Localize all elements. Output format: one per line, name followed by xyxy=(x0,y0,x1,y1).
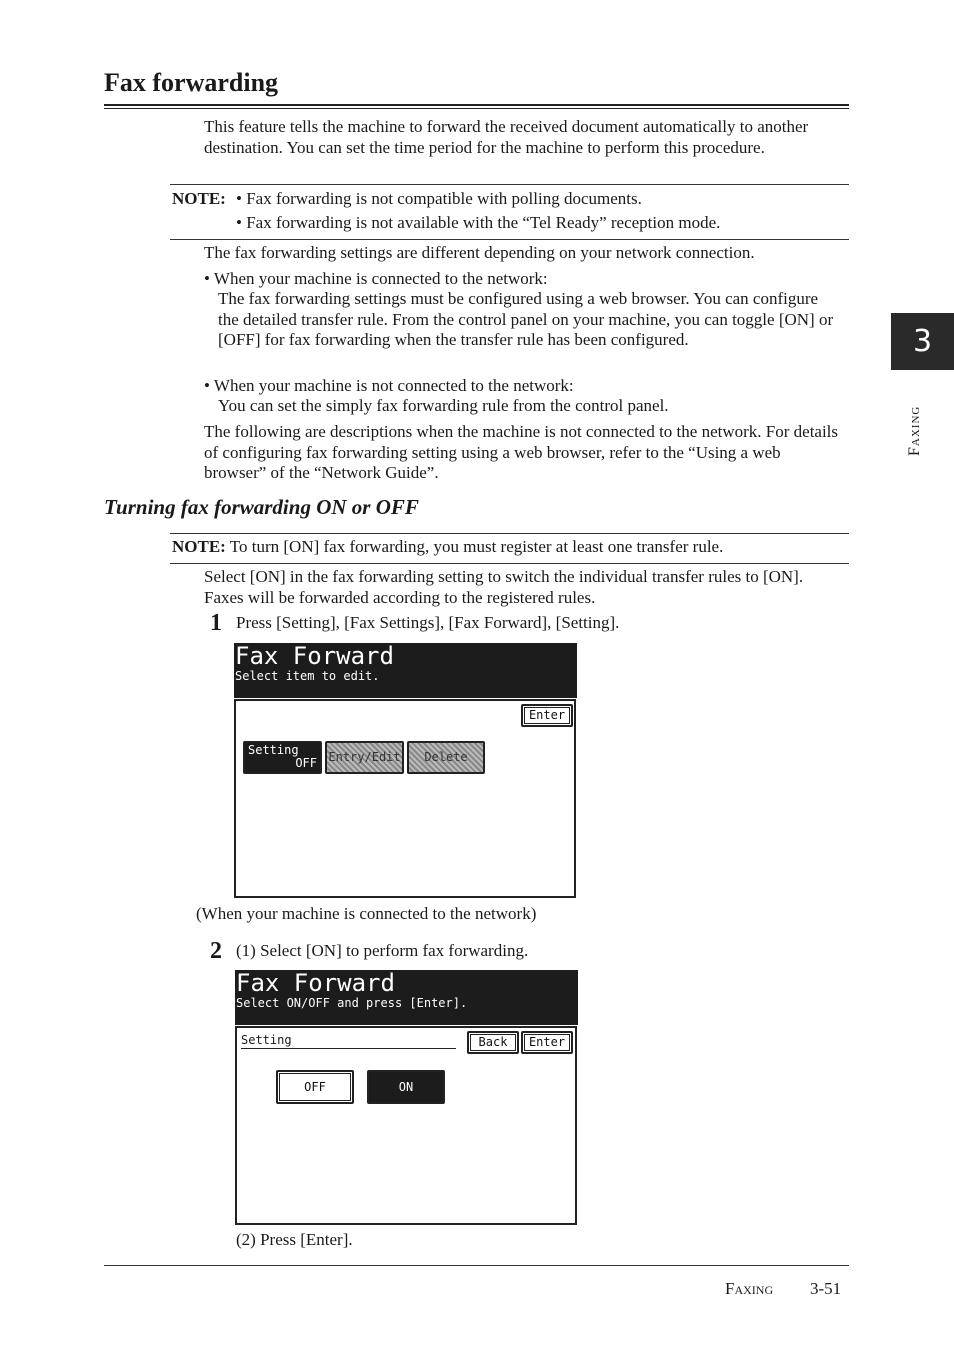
note-rule-top xyxy=(170,184,849,185)
footer-rule xyxy=(104,1265,849,1266)
chapter-tab: 3 xyxy=(891,313,954,370)
setting-label: Setting xyxy=(248,743,299,757)
title-rule xyxy=(104,104,849,106)
step-text: Press [Setting], [Fax Settings], [Fax Forward], [Setting]. xyxy=(236,613,620,632)
note-item: • Fax forwarding is not compatible with polling documents. xyxy=(236,189,642,208)
screen-subtitle: Select item to edit. xyxy=(235,669,380,683)
entry-edit-button[interactable]: Entry/Edit xyxy=(325,741,404,774)
note-rule-bottom xyxy=(170,239,849,240)
title-rule-thin xyxy=(104,108,849,109)
step-text: (2) Press [Enter]. xyxy=(236,1230,353,1249)
back-button[interactable]: Back xyxy=(467,1031,519,1054)
section-subtitle: Turning fax forwarding ON or OFF xyxy=(104,495,419,519)
step-number: 2 xyxy=(210,938,222,964)
screen-title: Fax Forward xyxy=(236,969,395,997)
screen-header xyxy=(234,643,577,698)
note-item: • Fax forwarding is not available with the “Tel Ready” reception mode. xyxy=(236,213,721,232)
note-text: To turn [ON] fax forwarding, you must register at least one transfer rule. xyxy=(229,537,724,556)
bullet-body: The fax forwarding settings must be configured using a web browser. You can configure the detailed transfer rule. From the control panel on your machine, you can toggle [ON] or [OFF] for fax forwarding when the transfer rule has been configured. xyxy=(218,289,834,349)
page-title: Fax forwarding xyxy=(104,68,279,97)
page-number: 3-51 xyxy=(810,1279,842,1298)
setting-value: OFF xyxy=(295,756,317,770)
bullet-head: • When your machine is not connected to the network: xyxy=(204,376,574,395)
note-rule-top xyxy=(170,533,849,534)
intro-paragraph: This feature tells the machine to forward the received document automatically to another destination. You can set the time period for the machine to perform this procedure. xyxy=(204,117,809,157)
side-label xyxy=(906,386,926,458)
note-label: NOTE: xyxy=(172,189,226,208)
note-2 xyxy=(172,537,848,558)
step-number: 1 xyxy=(210,610,222,636)
screen-title: Fax Forward xyxy=(235,642,394,670)
setting-button[interactable] xyxy=(243,741,322,774)
bullet-head: • When your machine is connected to the network: xyxy=(204,269,548,288)
screen-panel xyxy=(235,1026,577,1225)
following-paragraph: The following are descriptions when the machine is not connected to the network. For details of configuring fax forwarding setting using a web browser, refer to the “Using a web browser” of the “Network Guide”. xyxy=(204,422,839,482)
bullet-body: You can set the simply fax forwarding rule from the control panel. xyxy=(218,396,669,415)
side-label-text: Faxing xyxy=(906,405,923,456)
note-label: NOTE: xyxy=(172,537,226,556)
on-button[interactable]: ON xyxy=(367,1070,445,1104)
enter-button[interactable]: Enter xyxy=(521,1031,573,1054)
network-paragraph: The fax forwarding settings are different depending on your network connection. xyxy=(204,243,755,262)
screen-panel xyxy=(234,699,576,898)
lcd-screen-2 xyxy=(235,970,578,1226)
footer-section: Faxing xyxy=(725,1279,774,1298)
off-button[interactable]: OFF xyxy=(276,1070,354,1104)
step-text: (1) Select [ON] to perform fax forwarding. xyxy=(236,941,529,960)
screen-header xyxy=(235,970,578,1025)
setting-field-label: Setting xyxy=(241,1033,456,1049)
note-rule-bottom xyxy=(170,563,849,564)
select-paragraph: Select [ON] in the fax forwarding setting to switch the individual transfer rules to [ON]. Faxes will be forwarded according to the registered rules. xyxy=(204,567,804,607)
lcd-screen-1 xyxy=(234,643,577,899)
enter-button[interactable]: Enter xyxy=(521,704,573,727)
screen-subtitle: Select ON/OFF and press [Enter]. xyxy=(236,996,468,1010)
screen-caption: (When your machine is connected to the network) xyxy=(196,904,537,923)
delete-button[interactable]: Delete xyxy=(407,741,485,774)
